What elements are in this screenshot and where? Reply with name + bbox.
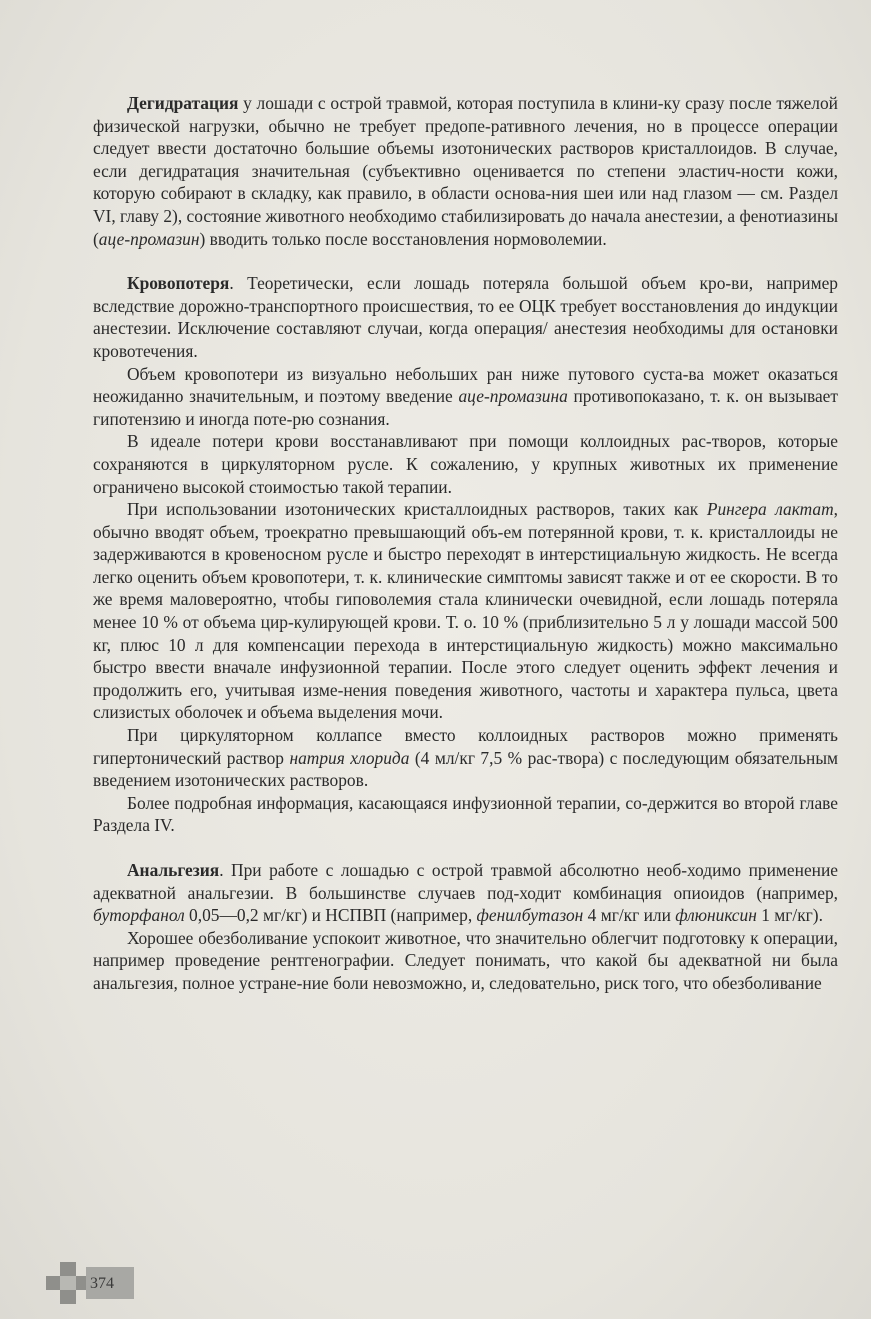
text-run: 1 мг/кг). xyxy=(756,905,823,926)
paragraph xyxy=(93,430,838,498)
text-run: , обычно вводят объем, троекратно превышающий объ-ем потерянной крови, т. к. кристаллоиды не задерживаются в кровеносном русле и быстро переходят в интерстициальную жидкость. Не всегда легко оценить объем кровопотери, т. к. клинические симптомы зависят также и от ее скорости. В то же время маловероятно, чтобы гиповолемия стала клинически очевидной, если лошадь потеряла менее 10 % от объема цир-кулирующей крови. Т. о. 10 % (приблизительно 5 л у лошади массой 500 кг, плюс 10 л для компенсации перехода в интерстициальную жидкость) можно максимально быстро ввести вначале инфузионной терапии. После этого следует оценить эффект лечения и продолжить его, учитывая изме-нения поведения животного, частоты и характера пульса, цвета слизистых оболочек и объема выделения мочи. xyxy=(93,499,839,723)
page-number: 374 xyxy=(90,1275,114,1292)
text-run: . При работе с лошадью с острой травмой абсолютно необ-ходимо применение адекватной анальгезии. В большинстве случаев под-ходит комбинация опиоидов (например, xyxy=(93,860,838,903)
text-run: Хорошее обезболивание успокоит животное, что значительно облегчит подготовку к операции, например проведение рентгенографии. Следует понимать, что какой бы адекватной ни была анальгезия, полное устране-ние боли невозможно, и, следовательно, риск того, что обезболивание xyxy=(93,927,838,993)
section-heading: Дегидратация xyxy=(127,93,239,113)
paragraph xyxy=(93,927,838,995)
paragraph xyxy=(93,859,838,927)
body-text xyxy=(93,92,838,995)
text-run: При использовании изотонических кристаллоидных растворов, таких как xyxy=(127,499,707,520)
text-run: 0,05—0,2 мг/кг) и НСПВП (например, xyxy=(184,905,477,926)
paragraph xyxy=(93,498,838,724)
cross-ornament-icon xyxy=(46,1262,90,1304)
text-run: Более подробная информация, касающаяся инфузионной терапии, со-держится во второй главе Раздела IV. xyxy=(93,792,838,836)
text-run: 4 мг/кг или xyxy=(583,905,676,926)
paragraph xyxy=(93,92,838,250)
drug-name: аце-промазина xyxy=(458,386,568,407)
paragraph xyxy=(93,724,838,792)
section-heading: Анальгезия xyxy=(127,860,220,880)
text-run: При циркуляторном коллапсе вместо коллоидных растворов можно применять гипертонический раствор xyxy=(93,725,838,768)
paragraph xyxy=(93,363,838,431)
section-heading: Кровопотеря xyxy=(127,273,230,294)
text-run: противопоказано, т. к. он вызывает гипотензию и иногда поте-рю сознания. xyxy=(93,386,838,429)
drug-name: буторфанол xyxy=(93,905,185,926)
page-footer xyxy=(46,1262,136,1304)
drug-name: Рингера лактат xyxy=(706,499,834,520)
text-run: Объем кровопотери из визуально небольших ран ниже путового суста-ва может оказаться неожиданно значительным, и поэтому введение xyxy=(93,363,838,407)
paragraph xyxy=(93,792,838,837)
drug-name: натрия хлорида xyxy=(289,747,410,768)
text-run: (4 мл/кг 7,5 % рас-твора) с последующим обязательным введением изотонических растворов. xyxy=(93,747,839,791)
text-run: В идеале потери крови восстанавливают при помощи коллоидных рас-творов, которые сохраняются в циркуляторном русле. К сожалению, у крупных животных их применение ограничено высокой стоимостью такой терапии. xyxy=(93,431,838,497)
paragraph xyxy=(93,272,838,362)
drug-name: аце-промазин xyxy=(98,228,200,249)
text-run: . Теоретически, если лошадь потеряла большой объем кро-ви, например вследствие дорожно-транспортного происшествия, то ее ОЦК требует восстановления до индукции анестезии. Исключение составляют случаи, когда операция/ анестезия необходимы для остановки кровотечения. xyxy=(93,273,838,361)
text-run: ) вводить только после восстановления нормоволемии. xyxy=(199,228,607,249)
text-run: у лошади с острой травмой, которая поступила в клини-ку сразу после тяжелой физической нагрузки, обычно не требует предопе-ративного лечения, но в процессе операции следует ввести достаточно большие объемы изотонических растворов кристаллоидов. В случае, если дегидратация значительная (субъективно оценивается по степени эластич-ности кожи, которую собирают в складку, как правило, в области основа-ния шеи или над глазом — см. Раздел VI, главу 2), состояние животного необходимо стабилизировать до начала анестезии, а фенотиазины ( xyxy=(93,93,838,249)
drug-name: флюниксин xyxy=(675,905,757,926)
drug-name: фенилбутазон xyxy=(476,905,584,926)
